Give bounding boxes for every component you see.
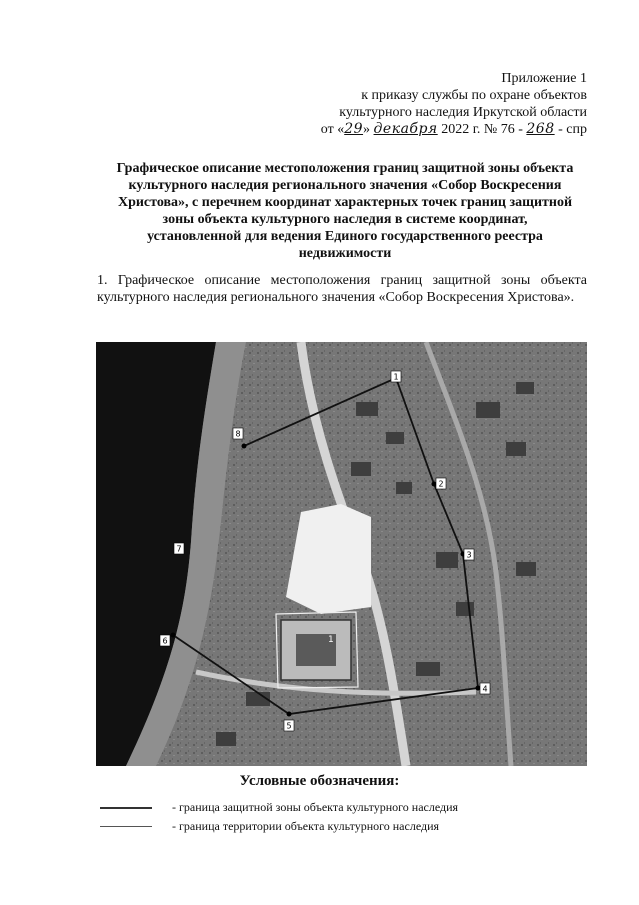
map-svg <box>96 342 587 766</box>
appendix-line2: к приказу службы по охране объектов <box>361 88 587 103</box>
point-label-5: 5 <box>286 721 292 731</box>
legend-title: Условные обозначения: <box>239 773 400 789</box>
doc-suffix: - спр <box>558 122 587 137</box>
date-suffix: 2022 г. № 76 - <box>441 122 523 137</box>
appendix-line1: Приложение 1 <box>501 71 587 86</box>
title-line5: установленной для ведения Единого государственного реестра <box>147 229 543 244</box>
point-label-4: 4 <box>482 684 488 694</box>
date-prefix: от « <box>320 122 345 137</box>
point-label-1: 1 <box>393 372 399 382</box>
legend-line-thin <box>100 826 152 827</box>
appendix-date-line <box>321 121 587 138</box>
legend-item1-label: - граница защитной зоны объекта культурного наследия <box>172 800 459 814</box>
title-line4: зоны объекта культурного наследия в системе координат, <box>162 212 528 227</box>
point-label-7: 7 <box>176 544 182 554</box>
point-label-2: 2 <box>438 479 444 489</box>
title-line6: недвижимости <box>298 246 392 261</box>
section-paragraph: 1. Графическое описание местоположения границ защитной зоны объекта культурного наследия регионального значения «Собор Воскресения Христова». <box>97 273 587 305</box>
legend-item-object-territory <box>100 819 439 834</box>
object-label: 1 <box>328 635 334 645</box>
date-mid: » <box>363 122 371 137</box>
legend-line-thick <box>100 807 152 809</box>
title-line1: Графическое описание местоположения границ защитной зоны объекта <box>116 161 574 176</box>
point-label-3: 3 <box>466 550 472 560</box>
legend-item2-label: - граница территории объекта культурного наследия <box>172 819 440 833</box>
title-line3: Христова», с перечнем координат характерных точек границ защитной <box>117 195 573 210</box>
date-day: 29 <box>344 121 364 137</box>
satellite-map <box>96 342 587 766</box>
doc-number: 268 <box>526 121 555 137</box>
point-label-8: 8 <box>235 429 241 439</box>
point-label-6: 6 <box>162 636 168 646</box>
appendix-line3: культурного наследия Иркутской области <box>339 105 587 120</box>
document-title <box>95 160 595 262</box>
appendix-header <box>321 70 587 138</box>
legend-item-protective-zone <box>100 800 458 815</box>
title-line2: культурного наследия регионального значения «Собор Воскресения <box>128 178 562 193</box>
date-month: декабря <box>373 121 438 137</box>
